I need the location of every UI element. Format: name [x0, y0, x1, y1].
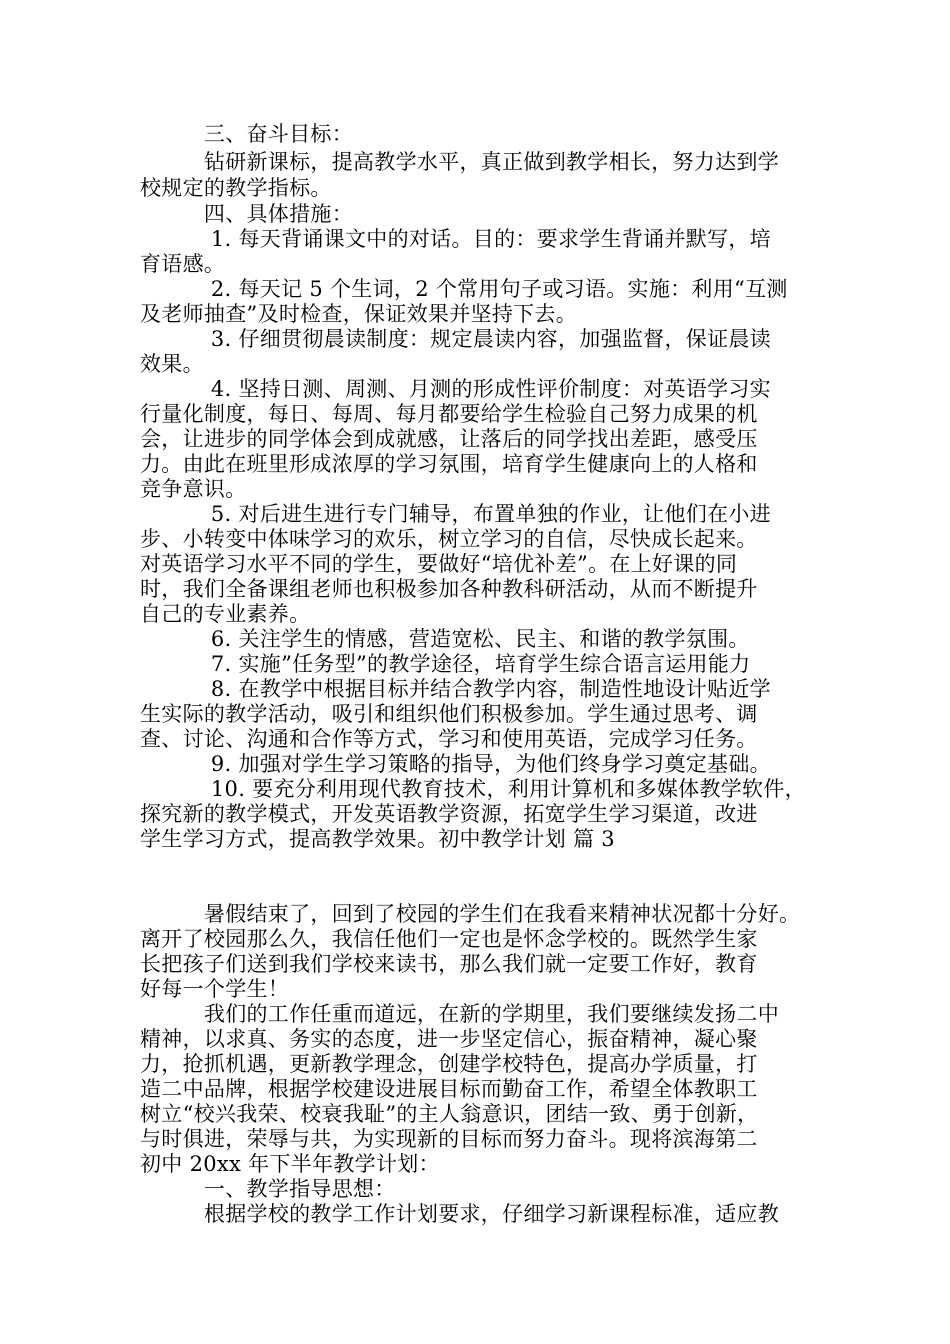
section-title-line: 学生学习方式，提高教学效果。初中教学计划 篇 3 [140, 827, 615, 851]
text-line: 自己的专业素养。 [140, 602, 311, 626]
text-line: 步、小转变中体味学习的欢乐，树立学习的自信，尽快成长起来。 [140, 527, 758, 551]
text-line: 效果。 [140, 352, 204, 376]
text-line: 初中 20xx 年下半年教学计划： [140, 1152, 440, 1176]
text-line: 竞争意识。 [140, 477, 247, 501]
text-line: 暑假结束了，回到了校园的学生们在我看来精神状况都十分好。 [140, 902, 801, 926]
text-line: 力。由此在班里形成浓厚的学习氛围，培育学生健康向上的人格和 [140, 452, 758, 476]
text-line: 5. 对后进生进行专门辅导，布置单独的作业，让他们在小进 [140, 502, 771, 526]
text-line: 行量化制度，每日、每周、每月都要给学生检验自己努力成果的机 [140, 402, 758, 426]
text-line: 与时俱进，荣辱与共，为实现新的目标而努力奋斗。现将滨海第二 [140, 1127, 758, 1151]
text-line: 10. 要充分利用现代教育技术，利用计算机和多媒体教学软件， [140, 777, 806, 801]
text-line: 校规定的教学指标。 [140, 176, 332, 200]
text-line: 1. 每天背诵课文中的对话。目的：要求学生背诵并默写，培 [140, 227, 771, 251]
text-line: 4. 坚持日测、周测、月测的形成性评价制度：对英语学习实 [140, 377, 771, 401]
text-line: 离开了校园那么久，我信任他们一定也是怀念学校的。既然学生家 [140, 927, 758, 951]
text-line: 9. 加强对学生学习策略的指导，为他们终身学习奠定基础。 [140, 752, 771, 776]
text-line: 7. 实施”任务型”的教学途径，培育学生综合语言运用能力 [140, 652, 751, 676]
heading-goals: 三、奋斗目标： [140, 122, 353, 146]
text-line: 根据学校的教学工作计划要求，仔细学习新课程标准，适应教 [140, 1202, 779, 1226]
text-line: 钻研新课标，提高教学水平，真正做到教学相长，努力达到学 [140, 150, 779, 174]
text-line: 时，我们全备课组老师也积极参加各种教科研活动，从而不断提升 [140, 577, 758, 601]
blank-line [140, 852, 820, 876]
text-line: 及老师抽查”及时检查，保证效果并坚持下去。 [140, 302, 578, 326]
heading-measures: 四、具体措施： [140, 202, 353, 226]
text-line: 探究新的教学模式，开发英语教学资源，拓宽学生学习渠道，改进 [140, 802, 758, 826]
text-line: 我们的工作任重而道远，在新的学期里，我们要继续发扬二中 [140, 1002, 779, 1026]
text-line: 6. 关注学生的情感，营造宽松、民主、和谐的教学氛围。 [140, 627, 750, 651]
text-line: 精神，以求真、务实的态度，进一步坚定信心，振奋精神，凝心聚 [140, 1027, 758, 1051]
text-line: 造二中品牌，根据学校建设进展目标而勤奋工作，希望全体教职工 [140, 1077, 758, 1101]
text-line: 对英语学习水平不同的学生，要做好“培优补差”。在上好课的同 [140, 552, 738, 576]
text-line: 会，让进步的同学体会到成就感，让落后的同学找出差距，感受压 [140, 427, 758, 451]
text-line: 好每一个学生！ [140, 977, 290, 1001]
blank-line [140, 877, 820, 901]
text-line: 树立“校兴我荣、校衰我耻”的主人翁意识，团结一致、勇于创新， [140, 1102, 759, 1126]
text-line: 力，抢抓机遇，更新教学理念，创建学校特色，提高办学质量，打 [140, 1052, 758, 1076]
text-line: 长把孩子们送到我们学校来读书，那么我们就一定要工作好，教育 [140, 952, 758, 976]
text-line: 育语感。 [140, 252, 226, 276]
text-line: 3. 仔细贯彻晨读制度：规定晨读内容，加强监督，保证晨读 [140, 327, 771, 351]
text-line: 查、讨论、沟通和合作等方式，学习和使用英语，完成学习任务。 [140, 727, 758, 751]
text-line: 2. 每天记 5 个生词，2 个常用句子或习语。实施：利用“互测 [140, 277, 788, 301]
text-line: 生实际的教学活动，吸引和组织他们积极参加。学生通过思考、调 [140, 702, 758, 726]
heading-guiding-thought: 一、教学指导思想： [140, 1177, 396, 1201]
text-line: 8. 在教学中根据目标并结合教学内容，制造性地设计贴近学 [140, 677, 771, 701]
